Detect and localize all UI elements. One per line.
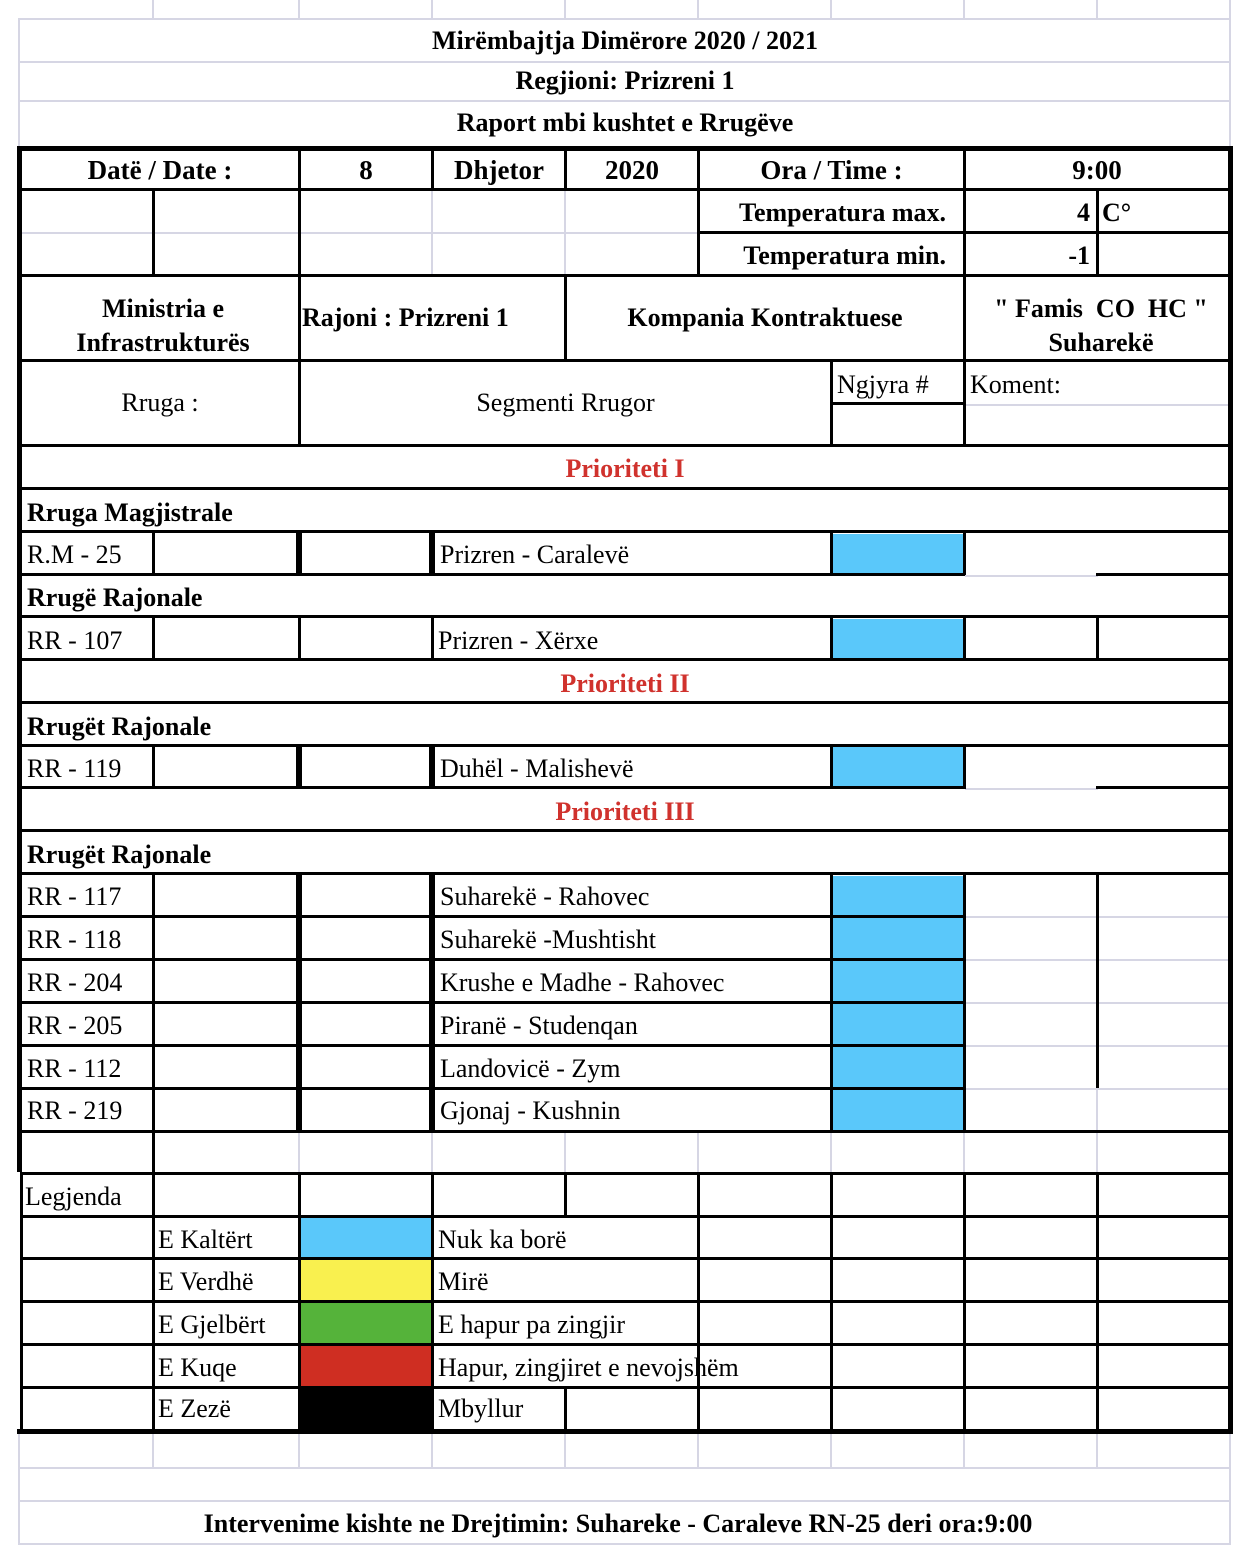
column-segment: Segmenti Rrugor: [476, 388, 655, 417]
status-cell-rr107: [832, 619, 964, 659]
legend-swatch-yellow: [300, 1260, 431, 1300]
legend-swatch-black: [300, 1389, 431, 1431]
column-comment: Koment:: [970, 370, 1061, 399]
road-segment: Prizren - Xërxe: [438, 626, 599, 655]
region-name: Rajoni : Prizreni 1: [302, 303, 509, 332]
date-day: 8: [359, 155, 373, 185]
priority-3-title: Prioriteti III: [555, 797, 695, 826]
legend-meaning: Nuk ka borë: [438, 1225, 567, 1254]
status-cell-rr119: [832, 747, 964, 787]
priority-1-group-main-road: Rruga Magjistrale: [27, 498, 233, 527]
legend-meaning: Mbyllur: [438, 1394, 524, 1423]
legend-meaning: E hapur pa zingjir: [438, 1310, 625, 1339]
legend-color-name: E Kaltërt: [158, 1225, 253, 1254]
sheet-title: Mirëmbajtja Dimërore 2020 / 2021: [431, 26, 819, 55]
date-month: Dhjetor: [454, 155, 544, 185]
temp-min-value: -1: [1068, 241, 1090, 270]
road-code: RR - 119: [27, 754, 122, 783]
date-label: Datë / Date :: [87, 155, 233, 185]
road-code: RR - 118: [27, 925, 122, 954]
ministry-name: Ministria e Infrastrukturës: [76, 294, 250, 357]
road-code: RR - 112: [27, 1054, 122, 1083]
status-cell-rm25: [832, 534, 964, 574]
legend-swatch-red: [300, 1346, 431, 1386]
road-code: RR - 204: [27, 968, 123, 997]
legend-title: Legjenda: [25, 1182, 122, 1211]
temp-max-value: 4: [1077, 198, 1090, 227]
road-code: RR - 205: [27, 1011, 123, 1040]
road-code: R.M - 25: [27, 540, 122, 569]
legend-meaning: Mirë: [438, 1267, 489, 1296]
intervention-note: Intervenime kishte ne Drejtimin: Suhareke - Caraleve RN-25 deri ora:9:00: [203, 1509, 1033, 1538]
road-segment: Prizren - Caralevë: [440, 540, 630, 569]
road-segment: Landovicë - Zym: [440, 1054, 621, 1083]
legend-meaning: Hapur, zingjiret e nevojshëm: [438, 1353, 739, 1382]
road-segment: Krushe e Madhe - Rahovec: [440, 968, 725, 997]
road-code: RR - 219: [27, 1096, 123, 1125]
priority-3-group-regional: Rrugët Rajonale: [27, 840, 212, 869]
priority-1-group-regional: Rrugë Rajonale: [27, 583, 203, 612]
temp-unit: C°: [1102, 198, 1132, 227]
column-road: Rruga :: [121, 388, 199, 417]
report-title: Raport mbi kushtet e Rrugëve: [456, 108, 794, 137]
contractor-name: " Famis CO HC " Suharekë: [994, 294, 1215, 357]
legend-swatch-green: [300, 1303, 431, 1343]
legend-swatch-blue: [300, 1217, 431, 1257]
legend-color-name: E Zezë: [158, 1394, 231, 1423]
contractor-label: Kompania Kontraktuese: [627, 303, 903, 332]
temp-max-label: Temperatura max.: [738, 198, 946, 227]
road-segment: Gjonaj - Kushnin: [440, 1096, 621, 1125]
temp-min-label: Temperatura min.: [743, 241, 946, 270]
legend-color-name: E Kuqe: [158, 1353, 237, 1382]
priority-2-title: Prioriteti II: [560, 669, 690, 698]
road-segment: Suharekë -Mushtisht: [440, 925, 656, 954]
time-value: 9:00: [1072, 155, 1122, 185]
priority-2-group-regional: Rrugët Rajonale: [27, 712, 212, 741]
sheet-region: Regjioni: Prizreni 1: [515, 66, 735, 95]
date-year: 2020: [605, 155, 659, 185]
road-code: RR - 117: [27, 882, 122, 911]
road-segment: Suharekë - Rahovec: [440, 882, 650, 911]
legend-color-name: E Verdhë: [158, 1267, 254, 1296]
priority-1-title: Prioriteti I: [565, 454, 685, 483]
time-label: Ora / Time :: [760, 155, 903, 185]
road-code: RR - 107: [27, 626, 123, 655]
road-segment: Duhël - Malishevë: [440, 754, 634, 783]
column-color: Ngjyra #: [837, 370, 929, 399]
road-segment: Piranë - Studenqan: [440, 1011, 638, 1040]
legend-color-name: E Gjelbërt: [158, 1310, 266, 1339]
